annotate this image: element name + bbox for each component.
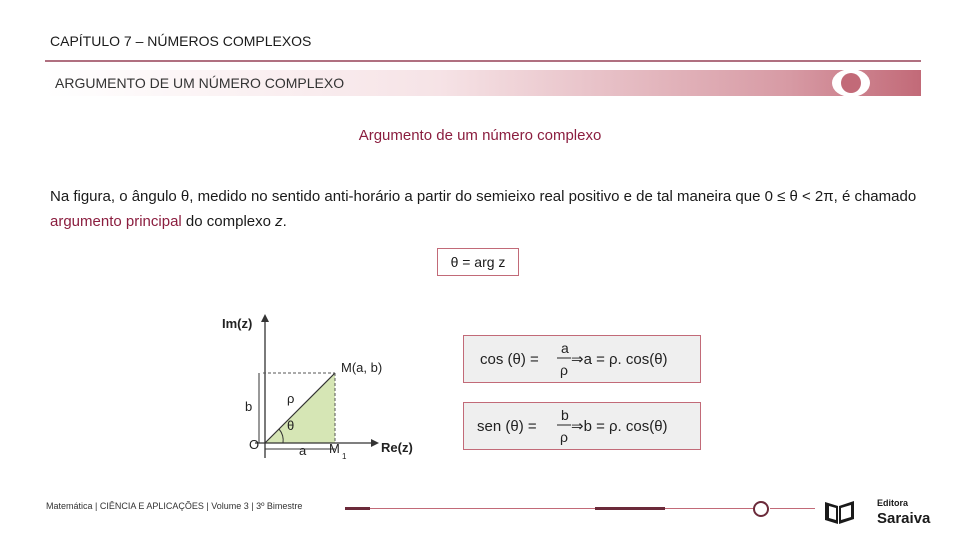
- origin-label: O: [249, 437, 260, 452]
- rho-label: ρ: [287, 391, 295, 406]
- sen-rhs: ⇒b = ρ. cos(θ): [571, 418, 668, 435]
- header-divider: [45, 60, 921, 62]
- complex-plane-figure: [215, 310, 425, 465]
- definition-paragraph: [50, 184, 930, 234]
- paragraph-text: Na figura, o ângulo θ, medido no sentido anti-horário a partir do semieixo real positivo e de tal maneira que 0 ≤ θ < 2π, é chamado: [50, 188, 917, 205]
- footer-credits: Matemática | CIÊNCIA E APLICAÇÕES | Volume 3 | 3º Bimestre: [46, 501, 303, 511]
- highlight-term: argumento principal: [50, 213, 182, 230]
- section-banner-label: ARGUMENTO DE UM NÚMERO COMPLEXO: [55, 75, 345, 91]
- footer-accent-bar: [595, 507, 665, 510]
- editora-saraiva-logo: [822, 494, 940, 528]
- y-axis-label: Im(z): [222, 316, 253, 331]
- logo-editora-text: Editora: [877, 498, 909, 508]
- footer-accent-bar: [345, 507, 370, 510]
- sine-equation-box: [463, 402, 701, 450]
- cos-denominator: ρ: [560, 362, 568, 378]
- banner-dot-decoration: [841, 73, 861, 93]
- argument-formula-box: θ = arg z: [437, 248, 519, 276]
- footer-divider: [770, 508, 815, 509]
- variable-z: z: [275, 213, 283, 230]
- sen-denominator: ρ: [560, 429, 568, 445]
- imaginary-axis-arrow: [261, 314, 269, 322]
- book-icon: [825, 501, 854, 524]
- sen-numerator: b: [561, 407, 569, 423]
- footer-circle-decoration: [753, 501, 769, 517]
- chapter-title: CAPÍTULO 7 – NÚMEROS COMPLEXOS: [50, 33, 312, 49]
- theta-label: θ: [287, 418, 295, 433]
- point-m1-label: M: [329, 441, 340, 456]
- cos-lhs: cos (θ) =: [480, 351, 539, 368]
- paragraph-text: do complexo: [181, 213, 276, 230]
- real-axis-arrow: [371, 439, 379, 447]
- cosine-equation-box: [463, 335, 701, 383]
- x-axis-label: Re(z): [381, 440, 413, 455]
- a-label: a: [299, 443, 307, 458]
- cos-numerator: a: [561, 340, 569, 356]
- point-m1-subscript: 1: [342, 452, 347, 461]
- logo-saraiva-text: Saraiva: [877, 510, 931, 527]
- paragraph-text: .: [282, 213, 287, 230]
- cos-rhs: ⇒a = ρ. cos(θ): [571, 351, 668, 368]
- point-m-label: M(a, b): [341, 360, 383, 375]
- section-title: Argumento de um número complexo: [358, 127, 602, 144]
- footer-divider: [345, 508, 755, 509]
- sen-lhs: sen (θ) =: [477, 418, 537, 435]
- b-label: b: [245, 399, 253, 414]
